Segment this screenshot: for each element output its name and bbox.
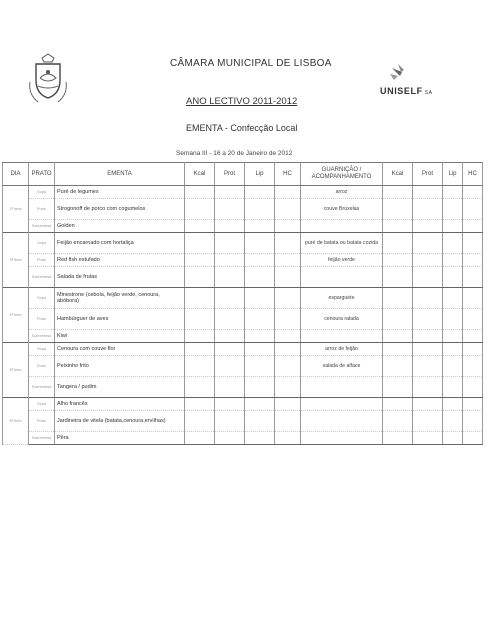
header-hc: HC	[275, 163, 301, 186]
table-row	[3, 220, 483, 233]
day-label: 5ª feira	[3, 343, 29, 398]
table-row	[3, 432, 483, 445]
dish-name: Alho francês	[55, 398, 185, 411]
menu-title: EMENTA - Confecção Local	[186, 123, 298, 133]
side-dish	[301, 330, 383, 343]
course-label: Prato	[29, 356, 55, 377]
side-dish	[301, 220, 383, 233]
table-row	[3, 377, 483, 398]
week-label: Semana III - 16 a 20 de Janeiro de 2012	[176, 150, 293, 157]
course-label: Prato	[29, 309, 55, 330]
table-row	[3, 267, 483, 288]
dish-name: Pêra	[55, 432, 185, 445]
header-prot-2: Prot	[413, 163, 443, 186]
side-dish	[301, 432, 383, 445]
course-label: Sobremesa	[29, 432, 55, 445]
header-prot: Prot	[215, 163, 245, 186]
side-dish: salada de alface	[301, 356, 383, 377]
dish-name: Red fish estufado	[55, 254, 185, 267]
table-row	[3, 411, 483, 432]
company-name	[380, 86, 433, 96]
side-dish: feijão verde	[301, 254, 383, 267]
side-dish	[301, 267, 383, 288]
menu-table	[2, 162, 483, 445]
side-dish: puré de batata ou batata cozida	[301, 233, 383, 254]
day-label: 6ª feira	[3, 398, 29, 445]
course-label: Sopa	[29, 233, 55, 254]
table-header-row	[3, 163, 483, 186]
school-year: ANO LECTIVO 2011-2012	[186, 96, 298, 107]
day-label: 4ª feira	[3, 288, 29, 343]
table-row	[3, 233, 483, 254]
course-label: Prato	[29, 254, 55, 267]
course-label: Sopa	[29, 288, 55, 309]
header-kcal: Kcal	[185, 163, 215, 186]
table-row	[3, 288, 483, 309]
course-label: Prato	[29, 199, 55, 220]
course-label: Sobremesa	[29, 377, 55, 398]
table-row	[3, 254, 483, 267]
side-dish	[301, 398, 383, 411]
dish-name: Peixinho frito	[55, 356, 185, 377]
dish-name: Salada de frutas	[55, 267, 185, 288]
day-label: 3ª feira	[3, 233, 29, 288]
header-lip: Lip	[245, 163, 275, 186]
header-prato: PRATO	[29, 163, 55, 186]
table-row	[3, 398, 483, 411]
course-label: Prato	[29, 411, 55, 432]
dish-name: Minestrone (cebola, feijão verde, cenoura, abóbora)	[55, 288, 185, 309]
table-row	[3, 343, 483, 356]
company-name-text: UNISELF	[380, 86, 423, 96]
dish-name: Golden	[55, 220, 185, 233]
table-row	[3, 199, 483, 220]
council-name: CÂMARA MUNICIPAL DE LISBOA	[170, 58, 332, 69]
header-dia: DIA	[3, 163, 29, 186]
lisbon-crest-logo	[28, 52, 68, 108]
side-dish	[301, 411, 383, 432]
day-label: 2ª feira	[3, 186, 29, 233]
header-hc-2: HC	[463, 163, 483, 186]
side-dish: couve Bruxelas	[301, 199, 383, 220]
course-label: Sopa	[29, 343, 55, 356]
dish-name: Strogonoff de porco com cogumelos	[55, 199, 185, 220]
dish-name: Cenoura com couve flor	[55, 343, 185, 356]
course-label: Sobremesa	[29, 267, 55, 288]
side-dish: cenoura ralada	[301, 309, 383, 330]
course-label: Sopa	[29, 398, 55, 411]
side-dish: arroz	[301, 186, 383, 199]
dish-name: Jardineira de vitela (batata,cenoura,ervilhas)	[55, 411, 185, 432]
dish-name: Hambúrguer de aves	[55, 309, 185, 330]
table-row	[3, 330, 483, 343]
course-label: Sobremesa	[29, 220, 55, 233]
company-suffix: SA	[424, 90, 433, 96]
dish-name: Kiwi	[55, 330, 185, 343]
header-ementa: EMENTA	[55, 163, 185, 186]
table-row	[3, 186, 483, 199]
header-kcal-2: Kcal	[383, 163, 413, 186]
side-dish: esparguete	[301, 288, 383, 309]
course-label: Sopa	[29, 186, 55, 199]
header-guarnicao: GUARNIÇÃO / ACOMPANHAMENTO	[301, 163, 383, 186]
header-lip-2: Lip	[443, 163, 463, 186]
side-dish: arroz de feijão	[301, 343, 383, 356]
dish-name: Puré de legumes	[55, 186, 185, 199]
dish-name: Tangera / pudim	[55, 377, 185, 398]
table-row	[3, 309, 483, 330]
course-label: Sobremesa	[29, 330, 55, 343]
side-dish	[301, 377, 383, 398]
table-row	[3, 356, 483, 377]
dish-name: Feijão encarnado com hortaliça	[55, 233, 185, 254]
